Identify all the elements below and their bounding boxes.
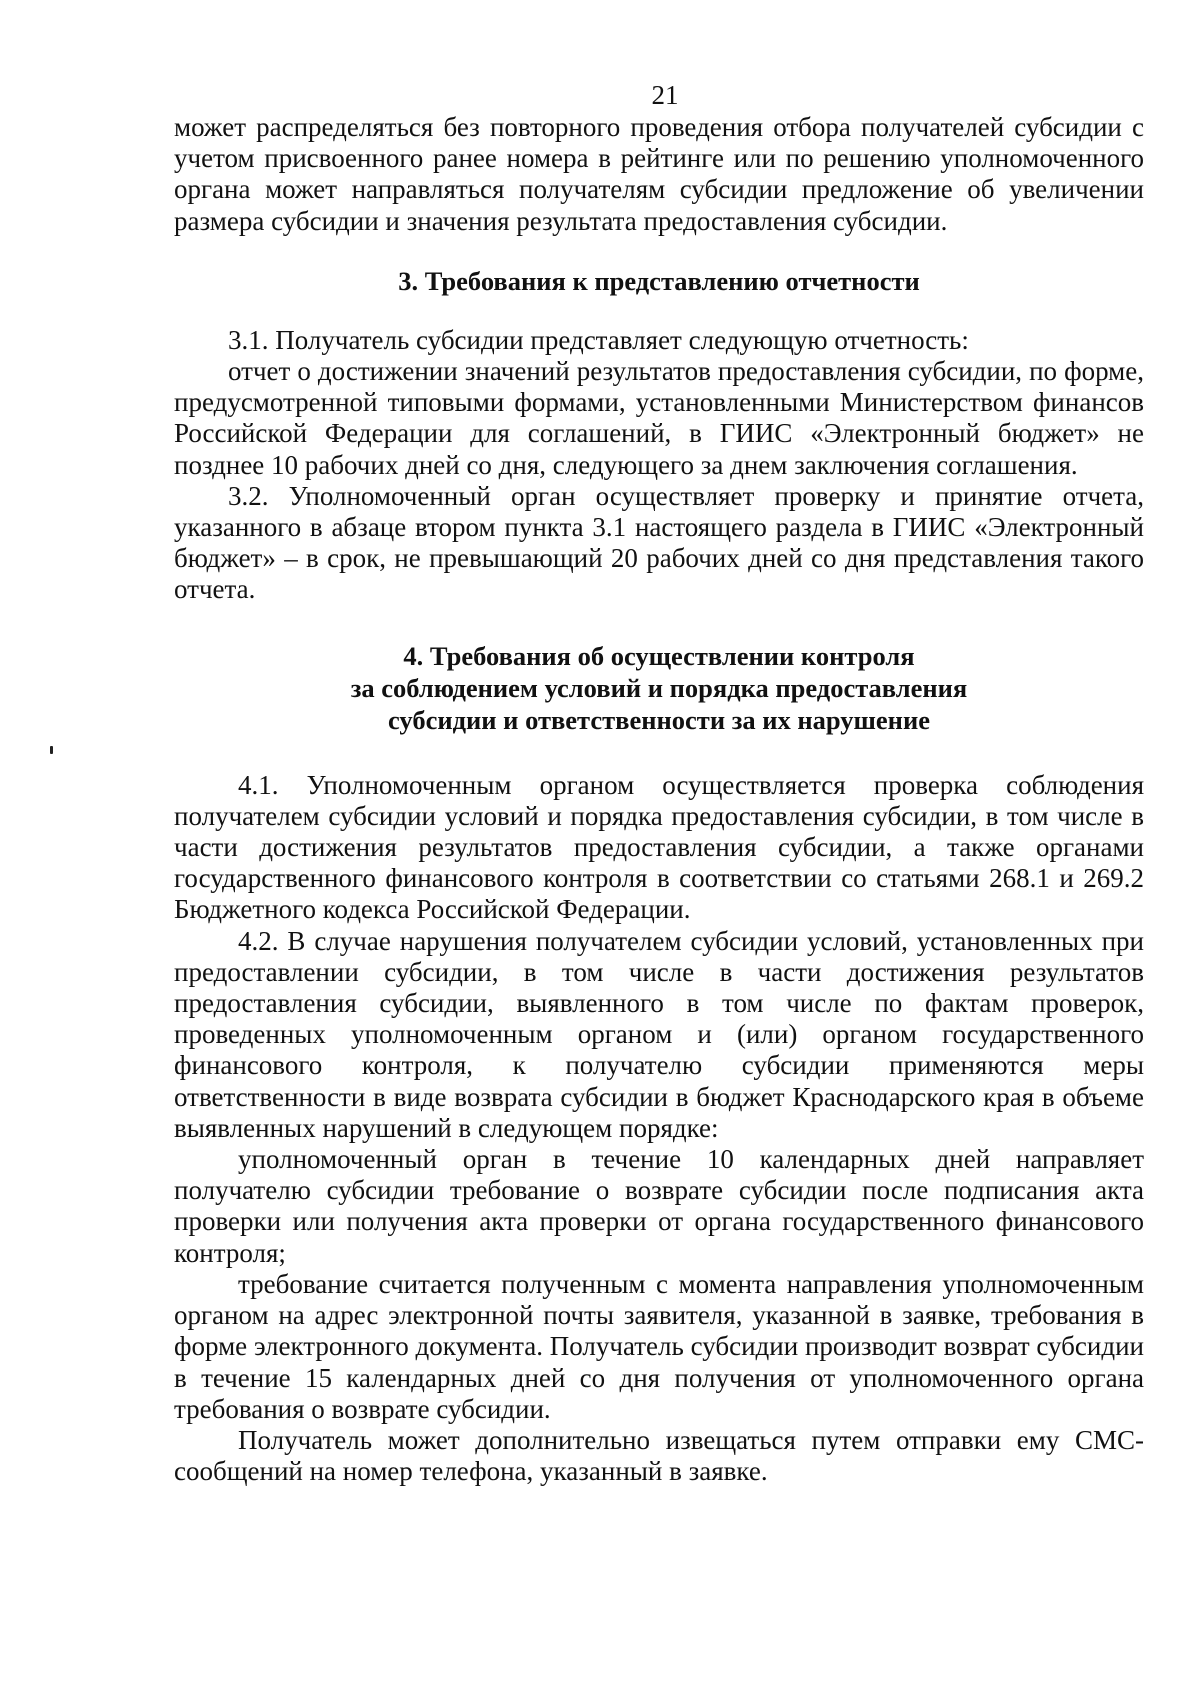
document-page (174, 80, 1144, 1487)
paragraph-4-2-sms: Получатель может дополнительно извещаться путем отправки ему СМС-сообщений на номер телефона, указанный в заявке. (174, 1424, 1144, 1487)
paragraph-3-2: 3.2. Уполномоченный орган осуществляет проверку и принятие отчета, указанного в абзаце втором пункта 3.1 настоящего раздела в ГИИС «Электронный бюджет» – в срок, не превышающий 20 рабочих дней со дня представления такого отчета. (174, 480, 1144, 605)
section-4-heading-line-2: за соблюдением условий и порядка предоставления (350, 672, 968, 703)
paragraph-3-1-report: отчет о достижении значений результатов предоставления субсидии, по форме, предусмотренной типовыми формами, установленными Министерством финансов Российской Федерации для соглашений, в ГИИС «Электронный бюджет» не позднее 10 рабочих дней со дня, следующего за днем заключения соглашения. (174, 356, 1144, 480)
paragraph-4-2-notice: уполномоченный орган в течение 10 календарных дней направляет получателю субсидии требование о возврате субсидии после подписания акта проверки или получения акта проверки от органа государственного финансового контроля; (174, 1144, 1144, 1268)
paragraph-3-1: 3.1. Получатель субсидии представляет следующую отчетность: (228, 324, 969, 355)
section-3-heading: 3. Требования к представлению отчетности (398, 265, 920, 296)
paragraph-4-2-receipt: требование считается полученным с момента направления уполномоченным органом на адрес электронной почты заявителя, указанной в заявке, требования в форме электронного документа. Получатель субсидии производит возврат субсидии в течение 15 календарных дней со дня получения от уполномоченного органа требования о возврате субсидии. (174, 1268, 1144, 1424)
paragraph-4-2: 4.2. В случае нарушения получателем субсидии условий, установленных при предоставлении субсидии, в том числе в части достижения результатов предоставления субсидии, выявленного в том числе по фактам проверок, проведенных уполномоченным органом и (или) органом государственного финансового контроля, к получателю субсидии применяются меры ответственности в виде возврата субсидии в бюджет Краснодарского края в объеме выявленных нарушений в следующем порядке: (174, 925, 1144, 1143)
page-number: 21 (651, 80, 679, 110)
scan-artifact-mark (50, 746, 53, 754)
section-4-heading (174, 640, 1144, 736)
section-4-heading-line-1: 4. Требования об осуществлении контроля (403, 640, 915, 671)
paragraph-intro: может распределяться без повторного проведения отбора получателей субсидии с учетом присвоенного ранее номера в рейтинге или по решению уполномоченного органа может направляться получателям субсидии предложение об увеличении размера субсидии и значения результата предоставления субсидии. (174, 112, 1144, 236)
section-4-heading-line-3: субсидии и ответственности за их нарушение (388, 704, 930, 735)
paragraph-4-1: 4.1. Уполномоченным органом осуществляется проверка соблюдения получателем субсидии условий и порядка предоставления субсидии, в том числе в части достижения результатов предоставления субсидии, а также органами государственного финансового контроля в соответствии со статьями 268.1 и 269.2 Бюджетного кодекса Российской Федерации. (174, 769, 1144, 925)
